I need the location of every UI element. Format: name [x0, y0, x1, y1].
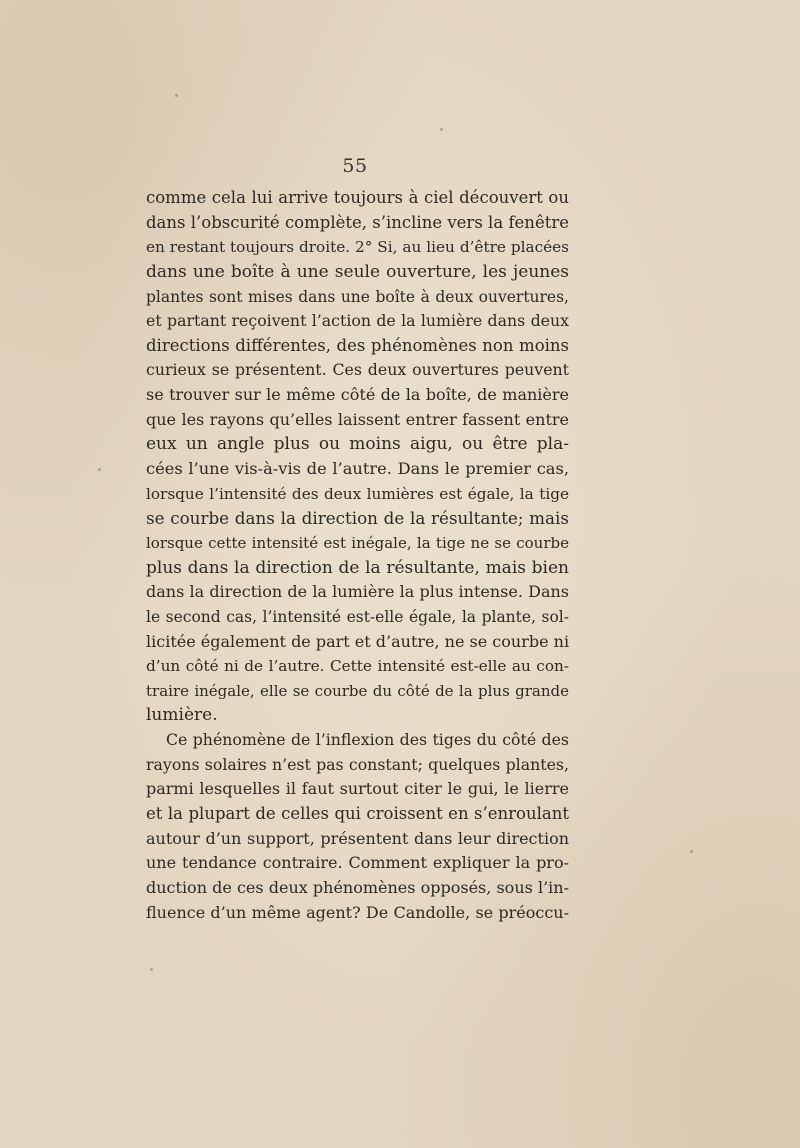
- text-line: dans une boîte à une seule ouverture, les jeunes: [146, 261, 569, 282]
- text-line: rayons solaires n’est pas constant; quelques plantes,: [146, 754, 569, 774]
- text-line: traire inégale, elle se courbe du côté de la plus grande: [146, 681, 569, 700]
- text-line: une tendance contraire. Comment expliquer la pro-: [146, 853, 569, 873]
- paper-speck: [98, 468, 101, 471]
- text-line: se trouver sur le même côté de la boîte, de manière: [146, 385, 569, 405]
- text-line: et la plupart de celles qui croissent en s’enroulant: [146, 804, 569, 824]
- text-line: curieux se présentent. Ces deux ouvertures peuvent: [146, 360, 569, 380]
- text-line: d’un côté ni de l’autre. Cette intensité est-elle au con-: [146, 657, 569, 676]
- text-line: comme cela lui arrive toujours à ciel découvert ou: [146, 188, 569, 207]
- text-line: autour d’un support, présentent dans leur direction: [146, 828, 569, 848]
- paper-speck: [175, 94, 178, 97]
- text-line: cées l’une vis-à-vis de l’autre. Dans le premier cas,: [146, 459, 569, 479]
- text-line: licitée également de part et d’autre, ne se courbe ni: [146, 631, 570, 651]
- page-number: 55: [342, 155, 368, 177]
- text-line: parmi lesquelles il faut surtout citer le gui, le lierre: [146, 779, 569, 799]
- text-line: que les rayons qu’elles laissent entrer fassent entre: [146, 409, 569, 429]
- text-line: fluence d’un même agent? De Candolle, se préoccu-: [146, 902, 569, 922]
- text-line: plus dans la direction de la résultante, mais bien: [146, 557, 569, 578]
- text-line: directions différentes, des phénomènes non moins: [146, 335, 569, 355]
- text-line: dans la direction de la lumière la plus intense. Dans: [146, 582, 569, 602]
- text-line: Ce phénomène de l’inflexion des tiges du côté des: [166, 730, 569, 750]
- text-line: eux un angle plus ou moins aigu, ou être pla-: [146, 434, 569, 455]
- paragraph-2: [146, 728, 569, 925]
- text-line: lorsque cette intensité est inégale, la tige ne se courbe: [146, 533, 569, 552]
- text-line: lorsque l’intensité des deux lumières est égale, la tige: [146, 484, 569, 503]
- paper-speck: [150, 968, 153, 971]
- paper-speck: [440, 128, 443, 131]
- text-line: dans l’obscurité complète, s’incline vers la fenêtre: [146, 212, 569, 232]
- text-line: en restant toujours droite. 2° Si, au lieu d’être placées: [146, 238, 569, 257]
- paragraph-1: [146, 186, 569, 728]
- text-line: se courbe dans la direction de la résultante; mais: [146, 508, 569, 529]
- text-line: plantes sont mises dans une boîte à deux ouvertures,: [146, 287, 569, 306]
- paper-speck: [690, 850, 693, 853]
- text-line: le second cas, l’intensité est-elle égale, la plante, sol-: [146, 607, 569, 626]
- text-line: lumière.: [146, 705, 218, 726]
- text-line: et partant reçoivent l’action de la lumière dans deux: [146, 311, 569, 331]
- body-text: [146, 186, 569, 925]
- text-line: duction de ces deux phénomènes opposés, sous l’in-: [146, 877, 569, 897]
